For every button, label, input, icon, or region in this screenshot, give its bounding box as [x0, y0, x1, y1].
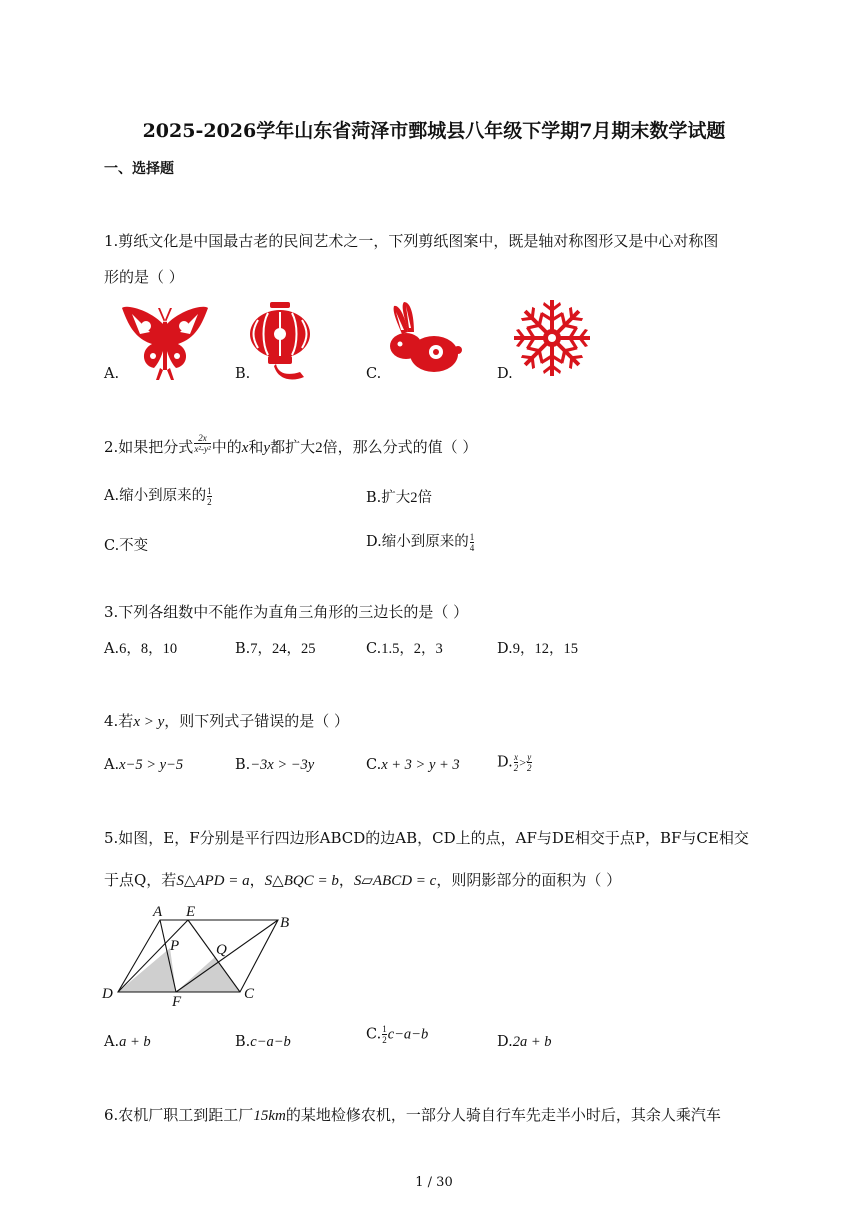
q2-option-d[interactable]: D.缩小到原来的 $\frac{1}{4}$ — [366, 531, 475, 553]
q1-option-a[interactable]: A. — [104, 366, 120, 382]
label-a: A — [153, 904, 163, 920]
q2-fraction: $\frac{2x}{\text{x²-y²}}$ — [194, 432, 211, 454]
q5-stem-line1: 5.如图，E，F分别是平行四边形ABCD的边AB，CD上的点，AF与DE相交于点P，BF与CE相交 — [104, 829, 749, 847]
q5-option-c[interactable]: C. $\frac{1}{2}$ c−a−b — [366, 1024, 429, 1045]
q6-stem: 6.农机厂职工到距工厂15km的某地检修农机，一部分人骑自行车先走半小时后，其余人乘汽车 — [104, 1106, 721, 1124]
q1-option-d[interactable]: D. — [497, 366, 513, 382]
rabbit-papercut-image — [384, 302, 462, 376]
q4-option-b[interactable]: B.−3x > −3y — [235, 757, 315, 773]
shaded-triangle-right — [176, 957, 240, 992]
label-c: C — [244, 986, 255, 1002]
q1-option-b[interactable]: B. — [235, 366, 251, 382]
page-title: 2025-2026学年山东省菏泽市鄄城县八年级下学期7月期末数学试题 — [142, 120, 726, 142]
page-number: 1 / 30 — [415, 1175, 453, 1190]
label-q: Q — [216, 942, 227, 958]
q3-option-d[interactable]: D.9，12，15 — [497, 641, 578, 657]
q3-option-c[interactable]: C.1.5，2，3 — [366, 641, 443, 657]
q5-option-a[interactable]: A.a + b — [104, 1034, 151, 1050]
label-f: F — [172, 994, 182, 1010]
q2-option-a[interactable]: A.缩小到原来的 $\frac{1}{2}$ — [104, 485, 212, 507]
q5-stem-line2: 于点Q，若S△APD = a，S△BQC = b，S▱ABCD = c，则阴影部分的面积为（ ） — [104, 871, 622, 889]
q2-option-b[interactable]: B.扩大2倍 — [366, 490, 433, 506]
snowflake-papercut-image — [514, 298, 590, 378]
label-b: B — [280, 915, 290, 931]
q3-option-a[interactable]: A.6，8，10 — [104, 641, 178, 657]
q4-option-a[interactable]: A.x−5 > y−5 — [104, 757, 184, 773]
label-e: E — [186, 904, 196, 920]
q5-option-b[interactable]: B.c−a−b — [235, 1034, 291, 1050]
q2-stem: 2.如果把分式 $\frac{2x}{\text{x²-y²}}$ 中的x和y都扩大2倍，那么分式的值（ ） — [104, 432, 478, 456]
q5-option-d[interactable]: D.2a + b — [497, 1034, 552, 1050]
q1-stem-line2: 形的是（ ） — [104, 268, 184, 286]
q1-stem-line1: 1.剪纸文化是中国最古老的民间艺术之一，下列剪纸图案中，既是轴对称图形又是中心对称图 — [104, 232, 719, 250]
q4-option-d[interactable]: D. $\frac{x}{2}$ > $\frac{y}{2}$ — [497, 752, 532, 773]
parallelogram-diagram — [98, 900, 298, 1010]
q1-option-c[interactable]: C. — [366, 366, 382, 382]
label-p: P — [170, 938, 180, 954]
q3-option-b[interactable]: B.7，24，25 — [235, 641, 316, 657]
q3-stem: 3.下列各组数中不能作为直角三角形的三边长的是（ ） — [104, 603, 469, 621]
q2-option-c[interactable]: C.不变 — [104, 538, 149, 554]
q4-stem: 4.若x > y，则下列式子错误的是（ ） — [104, 712, 350, 730]
butterfly-papercut-image — [120, 304, 210, 380]
section-heading: 一、选择题 — [104, 161, 174, 177]
q4-option-c[interactable]: C.x + 3 > y + 3 — [366, 757, 460, 773]
label-d: D — [102, 986, 113, 1002]
lantern-papercut-image — [248, 302, 312, 380]
